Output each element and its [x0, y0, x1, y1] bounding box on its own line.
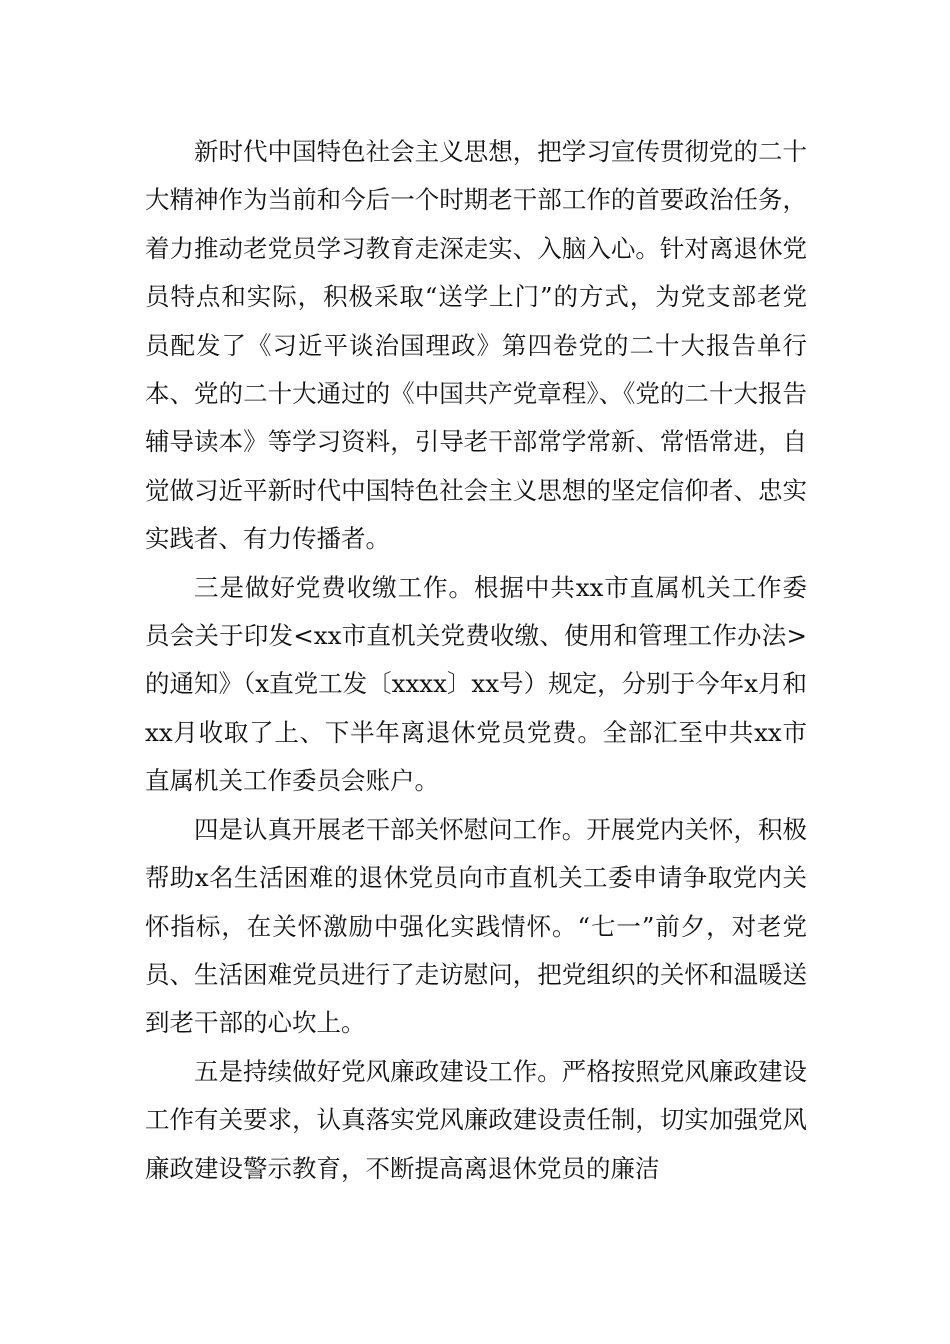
paragraph-integrity-building: 五是持续做好党风廉政建设工作。严格按照党风廉政建设工作有关要求，认真落实党风廉政建设责任制，切实加强党风廉政建设警示教育，不断提高离退休党员的廉洁: [145, 1056, 807, 1183]
paragraph-care-visits: 四是认真开展老干部关怀慰问工作。开展党内关怀，积极帮助x名生活困难的退休党员向市直机关工委申请争取党内关怀指标，在关怀激励中强化实践情怀。“七一”前夕，对老党员、生活困难党员进行了走访慰问，把党组织的关怀和温暖送到老干部的心坎上。: [145, 814, 807, 1038]
document-body: [145, 128, 807, 1193]
paragraph-study-materials: 新时代中国特色社会主义思想，把学习宣传贯彻党的二十大精神作为当前和今后一个时期老干部工作的首要政治任务，着力推动老党员学习教育走深走实、入脑入心。针对离退休党员特点和实际，积极采取“送学上门”的方式，为党支部老党员配发了《习近平谈治国理政》第四卷党的二十大报告单行本、党的二十大通过的《中国共产党章程》、《党的二十大报告辅导读本》等学习资料，引导老干部常学常新、常悟常进，自觉做习近平新时代中国特色社会主义思想的坚定信仰者、忠实实践者、有力传播者。: [145, 137, 807, 554]
paragraph-party-dues: 三是做好党费收缴工作。根据中共xx市直属机关工作委员会关于印发<xx市直机关党费收缴、使用和管理工作办法>的通知》（x直党工发〔xxxx〕xx号）规定，分别于今年x月和xx月收取了上、下半年离退休党员党费。全部汇至中共xx市直属机关工作委员会账户。: [145, 572, 807, 796]
